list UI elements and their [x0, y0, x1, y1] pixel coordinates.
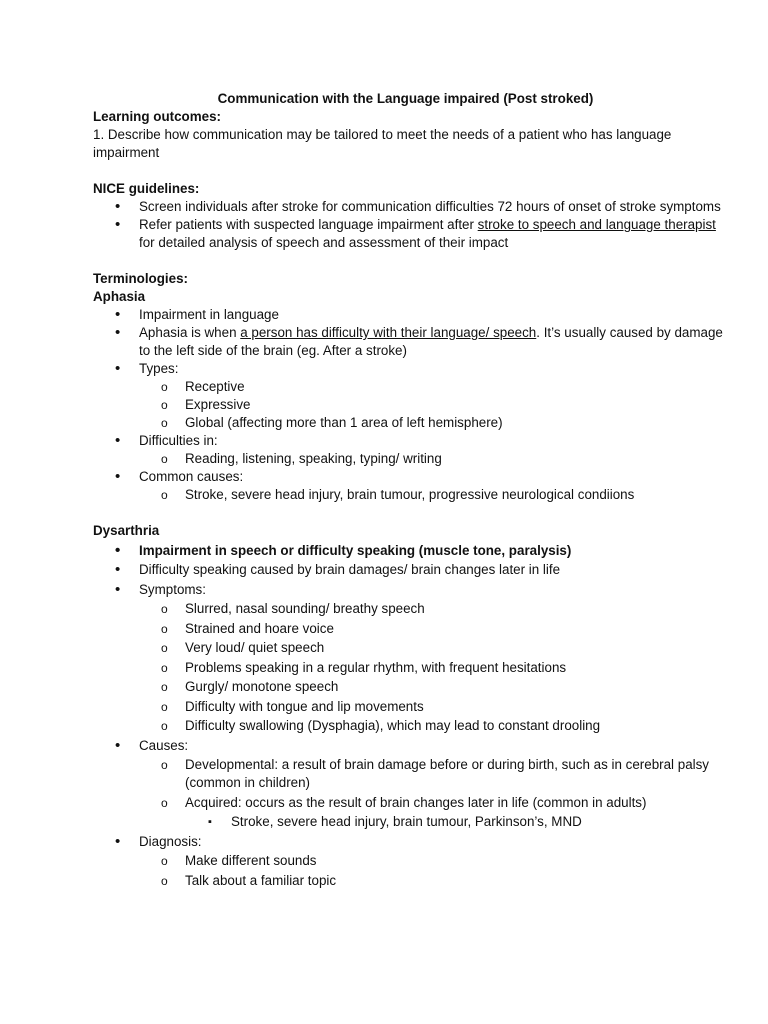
dysarthria-bullet-1: • Impairment in speech or difficulty speaking (muscle tone, paralysis): [93, 542, 728, 560]
aphasia-heading: Aphasia: [93, 289, 146, 304]
dysarthria-cause: o Developmental: a result of brain damage before or during birth, such as in cerebral palsy (common in children): [93, 756, 728, 792]
dysarthria-symptom: o Difficulty with tongue and lip movements: [93, 698, 728, 716]
dysarthria-symptoms-label: • Symptoms:: [93, 581, 728, 599]
aphasia-bullet-2-text: Aphasia is when: [139, 325, 241, 340]
dysarthria-symptom: o Gurgly/ monotone speech: [93, 678, 728, 696]
aphasia-type: o Expressive: [93, 396, 728, 414]
learning-outcome-1: 1. Describe how communication may be tailored to meet the needs of a patient who has language impairment: [93, 127, 672, 160]
nice-list: [93, 198, 728, 252]
nice-guidelines-heading: NICE guidelines:: [93, 181, 200, 196]
dysarthria-bullet-2: • Difficulty speaking caused by brain damages/ brain changes later in life: [93, 561, 728, 579]
dysarthria-diagnosis-item: o Make different sounds: [93, 852, 728, 870]
aphasia-list: [93, 306, 728, 504]
aphasia-bullet-2-tail: . It’s usually caused by damage to the left side of the brain (eg. After a stroke): [139, 325, 723, 358]
aphasia-bullet-1: • Impairment in language: [93, 306, 728, 324]
dysarthria-list: [93, 542, 728, 890]
aphasia-types-label: • Types:: [93, 360, 728, 378]
nice-bullet-1: • Screen individuals after stroke for communication difficulties 72 hours of onset of stroke symptoms: [93, 198, 728, 216]
dysarthria-diagnosis-item: o Talk about a familiar topic: [93, 872, 728, 890]
dysarthria-causes-label: • Causes:: [93, 737, 728, 755]
dysarthria-symptom: o Very loud/ quiet speech: [93, 639, 728, 657]
learning-outcomes-heading: Learning outcomes:: [93, 109, 221, 124]
dysarthria-heading: Dysarthria: [93, 523, 160, 538]
dysarthria-symptom: o Problems speaking in a regular rhythm, with frequent hesitations: [93, 659, 728, 677]
dysarthria-acquired-sub: ▪ Stroke, severe head injury, brain tumour, Parkinson’s, MND: [93, 813, 728, 831]
aphasia-difficulties-label: • Difficulties in:: [93, 432, 728, 450]
dysarthria-diagnosis-label: • Diagnosis:: [93, 833, 728, 851]
aphasia-underlined-phrase: a person has difficulty with their language/ speech: [240, 325, 537, 340]
aphasia-difficulty: o Reading, listening, speaking, typing/ writing: [93, 450, 728, 468]
nice-bullet-2: [93, 216, 728, 252]
aphasia-causes-label: • Common causes:: [93, 468, 728, 486]
nice-bullet-2-tail: for detailed analysis of speech and assessment of their impact: [139, 235, 509, 250]
nice-underlined-phrase: stroke to speech and language therapist: [477, 217, 716, 232]
dysarthria-symptom: o Strained and hoare voice: [93, 620, 728, 638]
terminologies-heading: Terminologies:: [93, 271, 188, 286]
aphasia-cause: o Stroke, severe head injury, brain tumour, progressive neurological condiions: [93, 486, 728, 504]
dysarthria-symptom: o Difficulty swallowing (Dysphagia), which may lead to constant drooling: [93, 717, 728, 735]
document-title: Communication with the Language impaired (Post stroked): [217, 91, 594, 106]
dysarthria-cause: o Acquired: occurs as the result of brain changes later in life (common in adults): [93, 794, 728, 812]
aphasia-bullet-2: [93, 324, 728, 360]
dysarthria-symptom: o Slurred, nasal sounding/ breathy speech: [93, 600, 728, 618]
aphasia-type: o Receptive: [93, 378, 728, 396]
aphasia-type: o Global (affecting more than 1 area of left hemisphere): [93, 414, 728, 432]
nice-bullet-2-text: Refer patients with suspected language impairment after: [139, 217, 478, 232]
